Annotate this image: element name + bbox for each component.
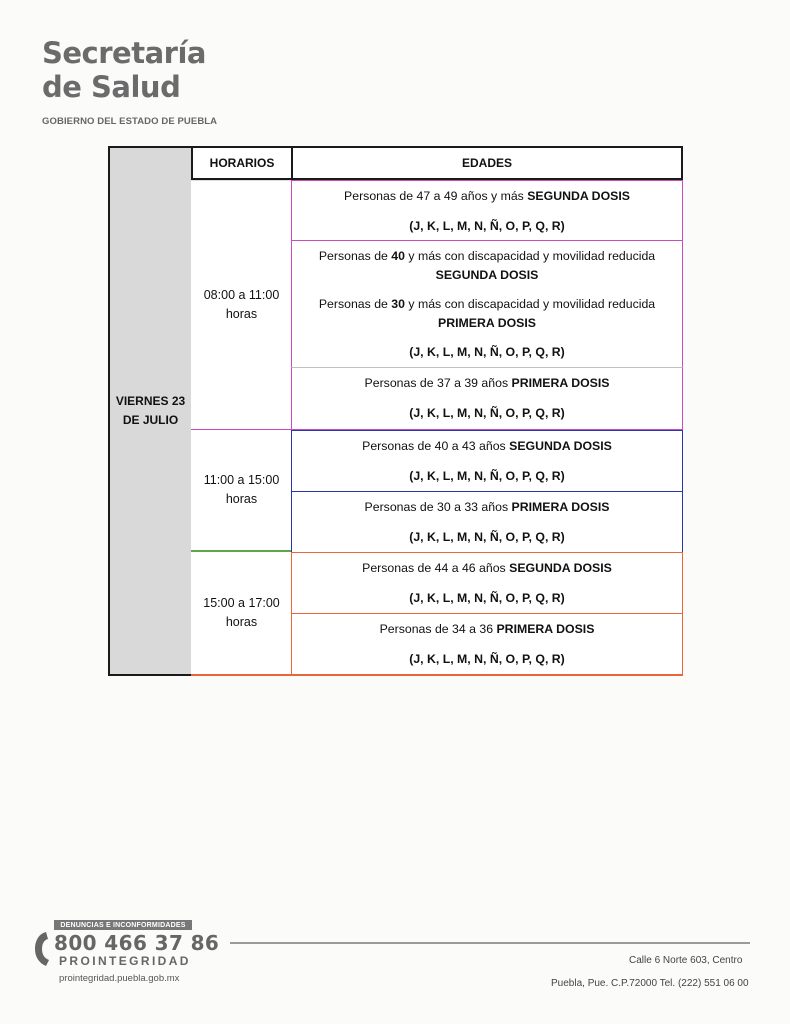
time-slot-2-range: 11:00 a 15:00 — [203, 473, 280, 487]
group-text: y más con discapacidad y movilidad reducida — [404, 297, 656, 311]
dose-label: PRIMERA DOSIS — [496, 622, 595, 636]
group-text: Personas de 34 a 36 — [379, 622, 497, 636]
time-slot-3-range: 15:00 a 17:00 — [203, 596, 280, 610]
age-group-row — [291, 491, 683, 553]
letters-label: (J, K, L, M, N, Ñ, O, P, Q, R) — [409, 652, 565, 666]
letters-label: (J, K, L, M, N, Ñ, O, P, Q, R) — [409, 219, 565, 233]
dose-label: PRIMERA DOSIS — [438, 316, 536, 330]
letters-label: (J, K, L, M, N, Ñ, O, P, Q, R) — [409, 469, 565, 483]
age-value: 40 — [391, 249, 405, 263]
age-value: 30 — [391, 297, 405, 311]
address-line-2: Puebla, Pue. C.P.72000 Tel. (222) 551 06 00 — [551, 978, 749, 989]
group-text: Personas de 47 a 49 años y más — [344, 189, 528, 203]
dose-label: SEGUNDA DOSIS — [527, 189, 630, 203]
age-group-row — [291, 552, 683, 614]
group-text: Personas de 40 a 43 años — [362, 439, 510, 453]
complaints-badge: DENUNCIAS E INCONFORMIDADES — [54, 920, 192, 930]
secretaria-salud-logo — [42, 36, 217, 127]
letters-label: (J, K, L, M, N, Ñ, O, P, Q, R) — [409, 406, 565, 420]
dose-label: PRIMERA DOSIS — [511, 376, 610, 390]
group-text: Personas de 37 a 39 años — [364, 376, 512, 390]
logo-subtitle: GOBIERNO DEL ESTADO DE PUEBLA — [42, 116, 218, 127]
time-slot-2-unit: horas — [225, 492, 258, 506]
letters-label: (J, K, L, M, N, Ñ, O, P, Q, R) — [409, 530, 565, 544]
group-text: Personas de 30 a 33 años — [364, 500, 512, 514]
group-text: Personas de — [318, 249, 392, 263]
age-group-row — [291, 180, 683, 241]
program-name: PROINTEGRIDAD — [59, 954, 191, 968]
day-line-1: VIERNES 23 — [115, 394, 186, 408]
letters-label: (J, K, L, M, N, Ñ, O, P, Q, R) — [409, 591, 565, 605]
dose-label: SEGUNDA DOSIS — [509, 439, 612, 453]
footer-divider — [230, 942, 750, 944]
day-line-2: DE JULIO — [122, 413, 179, 427]
phone-icon — [32, 930, 54, 968]
group-text: Personas de — [318, 297, 392, 311]
address-line-1: Calle 6 Norte 603, Centro — [629, 955, 743, 966]
time-slot-2 — [191, 430, 293, 552]
header-horarios: HORARIOS — [191, 146, 293, 180]
time-slot-1 — [191, 180, 293, 430]
age-group-row — [291, 613, 683, 676]
group-text: Personas de 44 a 46 años — [362, 561, 510, 575]
time-slot-3 — [191, 552, 293, 676]
header-edades: EDADES — [291, 146, 683, 180]
day-cell — [108, 146, 193, 676]
time-slot-1-unit: horas — [225, 307, 258, 321]
dose-label: PRIMERA DOSIS — [511, 500, 610, 514]
logo-line-2: de Salud — [42, 70, 181, 104]
dose-label: SEGUNDA DOSIS — [435, 268, 539, 282]
vaccination-schedule-table — [108, 146, 683, 676]
letters-label: (J, K, L, M, N, Ñ, O, P, Q, R) — [409, 345, 565, 359]
program-url[interactable]: prointegridad.puebla.gob.mx — [59, 973, 180, 984]
age-group-row — [291, 367, 683, 430]
dose-label: SEGUNDA DOSIS — [509, 561, 612, 575]
group-text: y más con discapacidad y movilidad reducida — [404, 249, 656, 263]
complaints-phone: 800 466 37 86 — [54, 931, 220, 955]
logo-line-1: Secretaría — [42, 36, 206, 70]
time-slot-3-unit: horas — [225, 615, 258, 629]
age-group-row — [291, 430, 683, 492]
age-group-row — [291, 240, 683, 368]
time-slot-1-range: 08:00 a 11:00 — [203, 288, 280, 302]
